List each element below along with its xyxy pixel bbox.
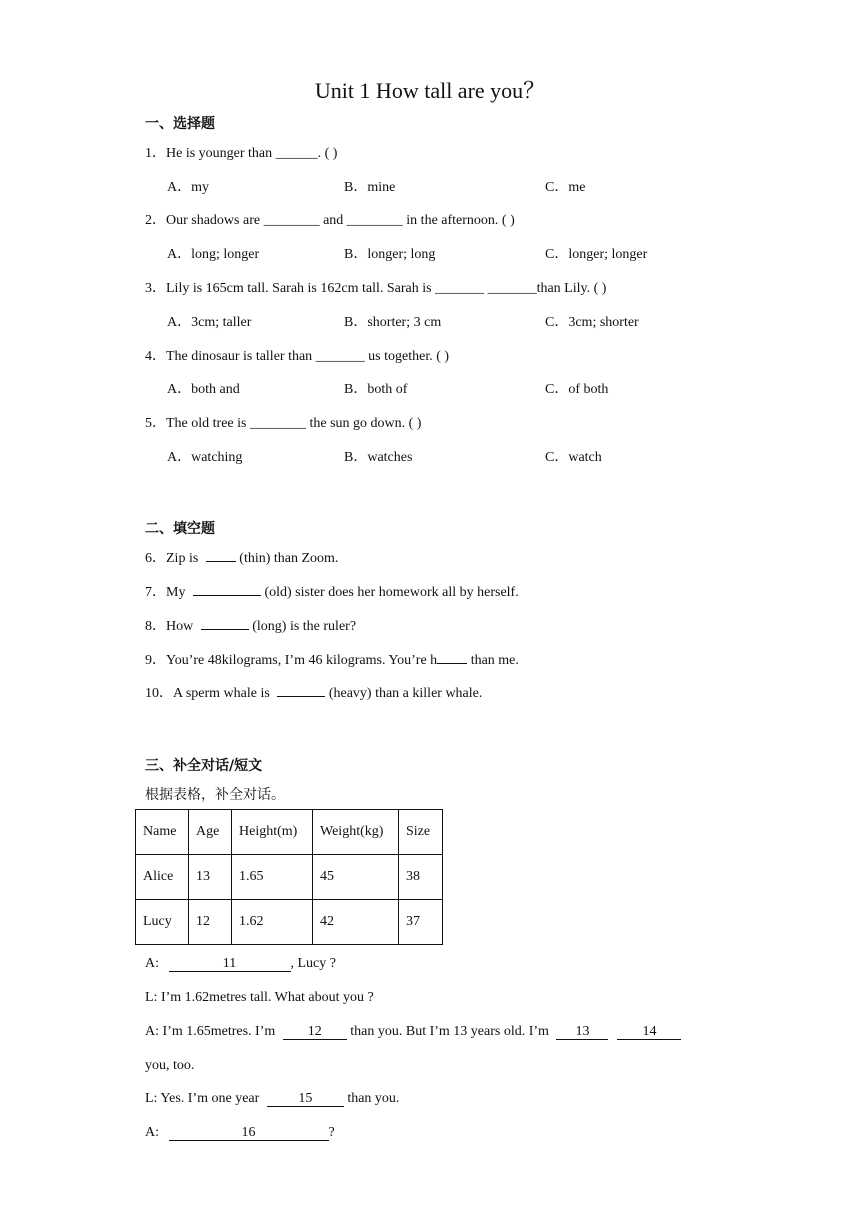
table-header-cell: Size xyxy=(399,810,443,855)
fill-blank-10[interactable] xyxy=(277,696,325,697)
table-row xyxy=(136,900,443,945)
dialogue-line-1-post: , Lucy ? xyxy=(290,956,336,971)
option-5a: A．watching xyxy=(167,450,243,465)
dialogue-line-3 xyxy=(145,1024,681,1040)
fill-item-8-pre: 8．How xyxy=(145,619,197,634)
fill-item-7 xyxy=(145,581,519,601)
table-cell: 12 xyxy=(189,900,232,945)
table-header-cell: Height(m) xyxy=(232,810,313,855)
fill-item-9 xyxy=(145,649,519,669)
table-cell: 13 xyxy=(189,855,232,900)
dialogue-blank-14[interactable]: 14 xyxy=(617,1024,681,1040)
dialogue-blank-11[interactable]: 11 xyxy=(169,956,291,972)
dialogue-blank-12[interactable]: 12 xyxy=(283,1024,347,1040)
table-cell: 42 xyxy=(313,900,399,945)
dialogue-blank-13[interactable]: 13 xyxy=(556,1024,608,1040)
question-5: 5．The old tree is ________ the sun go down. ( ) xyxy=(145,416,422,431)
option-1a: A．my xyxy=(167,180,209,195)
option-5c: C．watch xyxy=(545,450,602,465)
page-title: Unit 1 How tall are you？ xyxy=(314,78,546,103)
fill-item-9-pre: 9．You’re 48kilograms, I’m 46 kilograms. You’re h xyxy=(145,653,438,668)
table-cell: Lucy xyxy=(136,900,189,945)
info-table xyxy=(135,809,443,945)
option-4c: C．of both xyxy=(545,382,609,397)
table-cell: 37 xyxy=(399,900,443,945)
table-header-cell: Name xyxy=(136,810,189,855)
fill-item-8 xyxy=(145,615,356,635)
table-cell: 45 xyxy=(313,855,399,900)
option-3b: B．shorter; 3 cm xyxy=(344,315,442,330)
table-header-cell: Weight(kg) xyxy=(313,810,399,855)
fill-blank-6[interactable] xyxy=(206,561,236,562)
table-cell: 1.62 xyxy=(232,900,313,945)
section-heading-choice: 一、选择题 xyxy=(145,116,215,132)
dialogue-line-2: L: I’m 1.62metres tall. What about you ? xyxy=(145,990,374,1005)
table-header-row xyxy=(136,810,443,855)
question-3: 3．Lily is 165cm tall. Sarah is 162cm tall. Sarah is _______ _______than Lily. ( ) xyxy=(145,281,607,296)
option-2c: C．longer; longer xyxy=(545,247,648,262)
fill-item-6-pre: 6．Zip is xyxy=(145,551,202,566)
table-row xyxy=(136,855,443,900)
section-heading-fill: 二、填空题 xyxy=(145,521,215,537)
dialogue-line-3-pre: A: I’m 1.65metres. I’m xyxy=(145,1024,279,1039)
table-cell: 38 xyxy=(399,855,443,900)
fill-item-10-post: (heavy) than a killer whale. xyxy=(325,686,483,701)
fill-item-10-pre: 10．A sperm whale is xyxy=(145,686,274,701)
dialogue-blank-16[interactable]: 16 xyxy=(169,1125,329,1141)
option-3c: C．3cm; shorter xyxy=(545,315,639,330)
option-2b: B．longer; long xyxy=(344,247,436,262)
fill-item-7-post: (old) sister does her homework all by herself. xyxy=(260,585,519,600)
dialogue-line-6-post: ? xyxy=(328,1125,335,1140)
dialogue-blank-15[interactable]: 15 xyxy=(267,1091,344,1107)
fill-blank-8[interactable] xyxy=(201,629,249,630)
fill-blank-9[interactable] xyxy=(437,663,467,664)
fill-item-10 xyxy=(145,682,482,702)
dialogue-line-5-post: than you. xyxy=(343,1091,400,1106)
dialogue-line-1 xyxy=(145,956,336,972)
dialogue-line-6 xyxy=(145,1125,335,1141)
option-4a: A．both and xyxy=(167,382,240,397)
fill-item-6 xyxy=(145,547,338,567)
dialogue-line-5-pre: L: Yes. I’m one year xyxy=(145,1091,263,1106)
fill-item-9-post: than me. xyxy=(467,653,519,668)
dialogue-line-3-mid: than you. But I’m 13 years old. I’m xyxy=(346,1024,553,1039)
option-2a: A．long; longer xyxy=(167,247,260,262)
fill-item-8-post: (long) is the ruler? xyxy=(248,619,357,634)
section-heading-dialogue: 三、补全对话/短文 xyxy=(145,758,263,774)
question-4: 4．The dinosaur is taller than _______ us together. ( ) xyxy=(145,349,450,364)
fill-item-7-pre: 7．My xyxy=(145,585,189,600)
option-1c: C．me xyxy=(545,180,586,195)
instruction-text: 根据表格，补全对话。 xyxy=(145,787,285,803)
option-3a: A．3cm; taller xyxy=(167,315,252,330)
fill-item-6-post: (thin) than Zoom. xyxy=(235,551,339,566)
table-header-cell: Age xyxy=(189,810,232,855)
option-5b: B．watches xyxy=(344,450,413,465)
dialogue-line-1-pre: A: xyxy=(145,956,163,971)
dialogue-line-5 xyxy=(145,1091,399,1107)
dialogue-line-6-pre: A: xyxy=(145,1125,163,1140)
question-1: 1．He is younger than ______. ( ) xyxy=(145,146,338,161)
fill-blank-7[interactable] xyxy=(193,595,261,596)
question-2: 2．Our shadows are ________ and ________ in the afternoon. ( ) xyxy=(145,213,515,228)
table-cell: 1.65 xyxy=(232,855,313,900)
option-4b: B．both of xyxy=(344,382,408,397)
table-cell: Alice xyxy=(136,855,189,900)
dialogue-line-4: you, too. xyxy=(145,1058,195,1073)
option-1b: B．mine xyxy=(344,180,396,195)
